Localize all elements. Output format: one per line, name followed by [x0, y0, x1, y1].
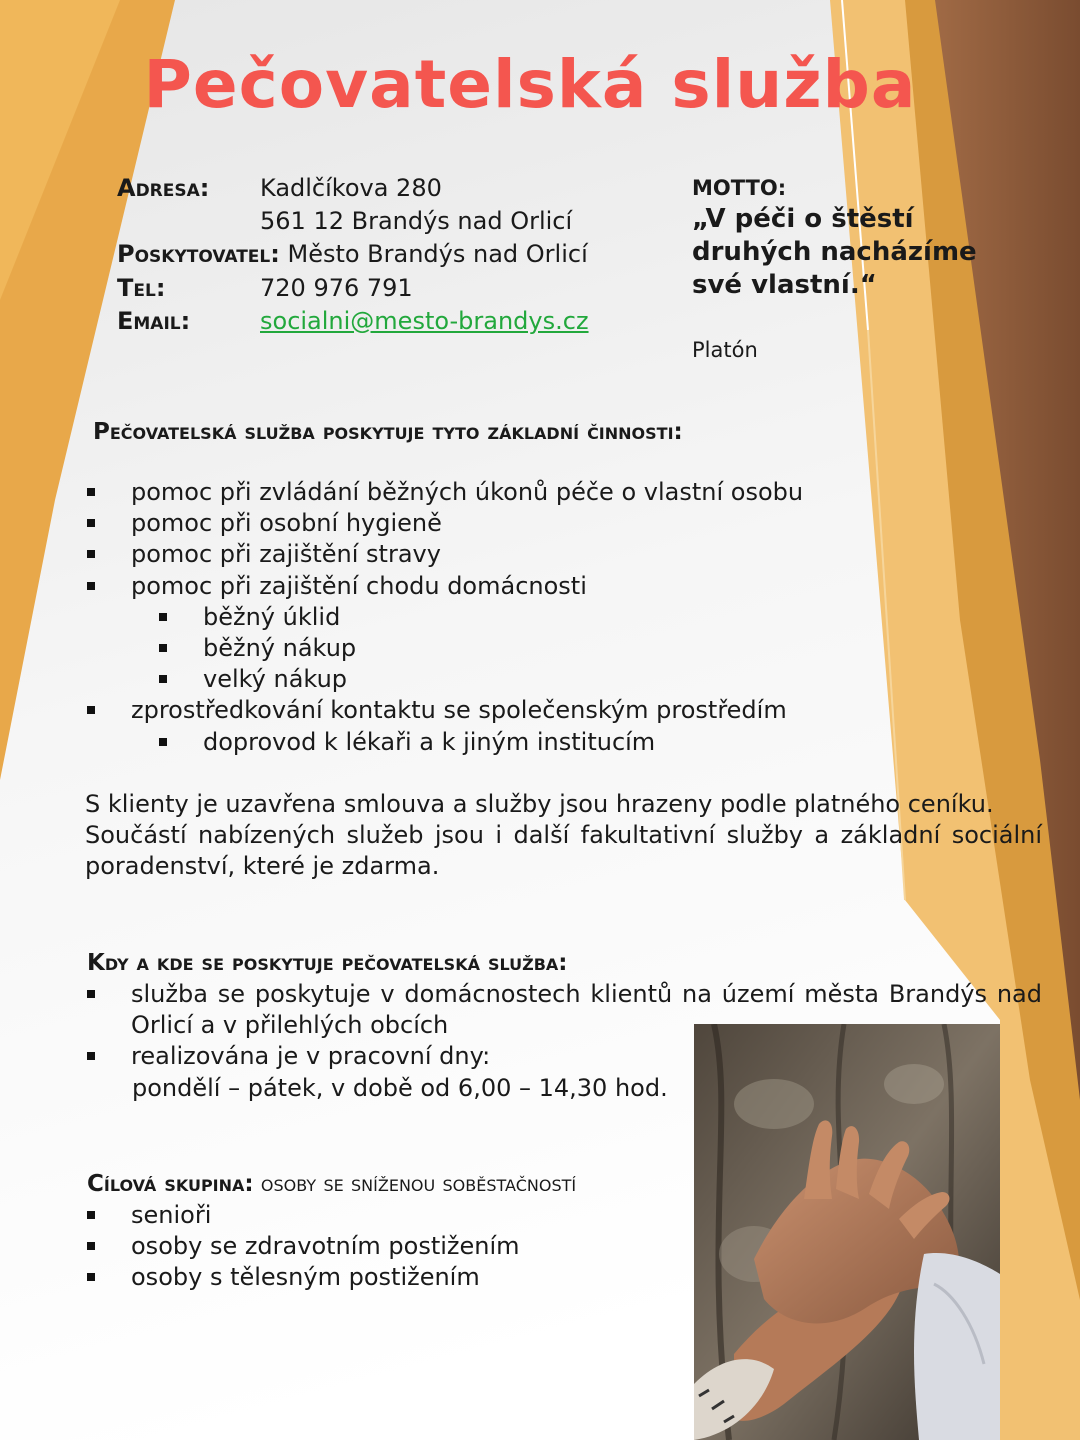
provider-value: Město Brandýs nad Orlicí: [287, 240, 588, 268]
list-item: pomoc při zajištění chodu domácnosti: [87, 571, 803, 602]
tel-value: 720 976 791: [260, 274, 413, 302]
services-heading-text: Pečovatelská služba poskytuje tyto základní činnosti:: [93, 419, 683, 445]
list-item: pomoc při osobní hygieně: [87, 508, 803, 539]
list-item: realizována je v pracovní dny:: [87, 1041, 1042, 1072]
list-item: služba se poskytuje v domácnostech klientů na území města Brandýs nad Orlicí a v přilehlých obcích: [87, 979, 1042, 1041]
list-item: pomoc při zajištění stravy: [87, 539, 803, 570]
provider-label: Poskytovatel:: [117, 240, 280, 268]
service-hours: pondělí – pátek, v době od 6,00 – 14,30 hod.: [132, 1074, 668, 1102]
list-item: senioři: [87, 1200, 520, 1231]
address-line2: 561 12 Brandýs nad Orlicí: [260, 207, 573, 235]
when-where-heading-text: Kdy a kde se poskytuje pečovatelská služba:: [87, 950, 568, 976]
list-item: pomoc při zvládání běžných úkonů péče o vlastní osobu: [87, 477, 803, 508]
hands-photo: [694, 1024, 1000, 1440]
address-label: Adresa:: [117, 174, 210, 202]
services-list: [87, 477, 803, 758]
provider-row: [117, 238, 588, 270]
target-list: [87, 1200, 520, 1294]
address-line1: Kadlčíkova 280: [260, 174, 442, 202]
tel-label: Tel:: [117, 274, 166, 302]
list-item: osoby se zdravotním postižením: [87, 1231, 520, 1262]
email-label: Email:: [117, 307, 191, 335]
motto-text: „V péči o štěstí druhých nacházíme své vlastní.“: [692, 204, 977, 300]
email-link[interactable]: socialni@mesto-brandys.cz: [260, 307, 589, 335]
target-heading-label: Cílová skupina:: [87, 1171, 254, 1197]
motto-label: MOTTO:: [692, 176, 787, 200]
list-subitem: běžný nákup: [87, 633, 803, 664]
list-subitem: velký nákup: [87, 664, 803, 695]
page-title: Pečovatelská služba: [143, 46, 917, 123]
target-heading-subtitle: osoby se sníženou soběstačností: [260, 1171, 577, 1197]
list-item: zprostředkování kontaktu se společenským prostředím: [87, 695, 803, 726]
list-subitem: běžný úklid: [87, 602, 803, 633]
target-heading: [87, 1168, 576, 1200]
list-subitem: doprovod k lékaři a k jiným institucím: [87, 727, 803, 758]
when-where-heading: [87, 947, 568, 979]
list-item: osoby s tělesným postižením: [87, 1262, 520, 1293]
services-heading: [93, 416, 683, 448]
motto-author: Platón: [692, 338, 758, 362]
email-row: [260, 305, 589, 337]
pricing-paragraph: S klienty je uzavřena smlouva a služby jsou hrazeny podle platného ceníku.: [85, 790, 994, 818]
services-paragraph: Součástí nabízených služeb jsou i další fakultativní služby a základní sociální poradenství, které je zdarma.: [85, 821, 1042, 880]
